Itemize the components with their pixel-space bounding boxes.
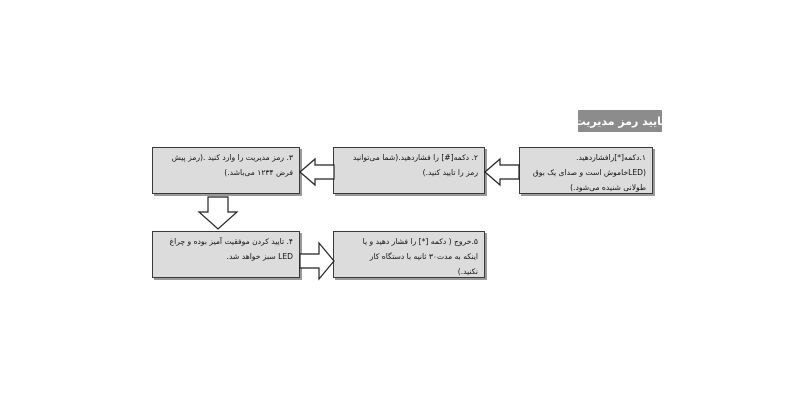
arrow-right-icon <box>299 241 335 281</box>
step-3-line-1: ۳. رمز مدیریت را وارد کنید .(رمز پیش <box>171 153 293 162</box>
arrow-left-icon <box>299 158 335 186</box>
step-3-line-2: فرض ۱۲۳۴ می‌باشد.) <box>224 168 293 177</box>
step-1-line-2: (LEDخاموش است و صدای یک بوق <box>532 168 646 177</box>
step-2-line-2: رمز را تایید کنید.) <box>422 168 478 177</box>
step-4-box <box>152 231 300 278</box>
step-2-box <box>333 147 485 194</box>
step-1-line-1: ۱.دکمه[*]رافشاردهید. <box>576 153 646 162</box>
arrow-down-icon <box>198 196 238 230</box>
step-4-line-1: ۴. تایید کردن موفقیت آمیز بوده و چراغ <box>169 237 293 246</box>
step-5-line-2: اینکه به مدت۳۰ ثانیه با دستگاه کار <box>369 252 478 261</box>
step-5-box <box>333 231 485 278</box>
step-5-line-3: نکنید.) <box>457 267 478 276</box>
step-5-line-1: ۵.خروج ( دکمه [*] را فشار دهید و یا <box>362 237 478 246</box>
step-3-box <box>152 147 300 194</box>
arrow-left-icon <box>484 158 520 186</box>
step-1-box <box>519 147 653 194</box>
diagram-title: تایید رمز مدیریت <box>578 110 662 132</box>
step-4-line-2: LED سبز خواهد شد. <box>226 252 293 261</box>
step-1-line-3: طولانی شنیده می‌شود.) <box>570 183 646 192</box>
step-2-line-1: ۲. دکمه[#] را فشاردهید.(شما می‌توانید <box>352 153 478 162</box>
